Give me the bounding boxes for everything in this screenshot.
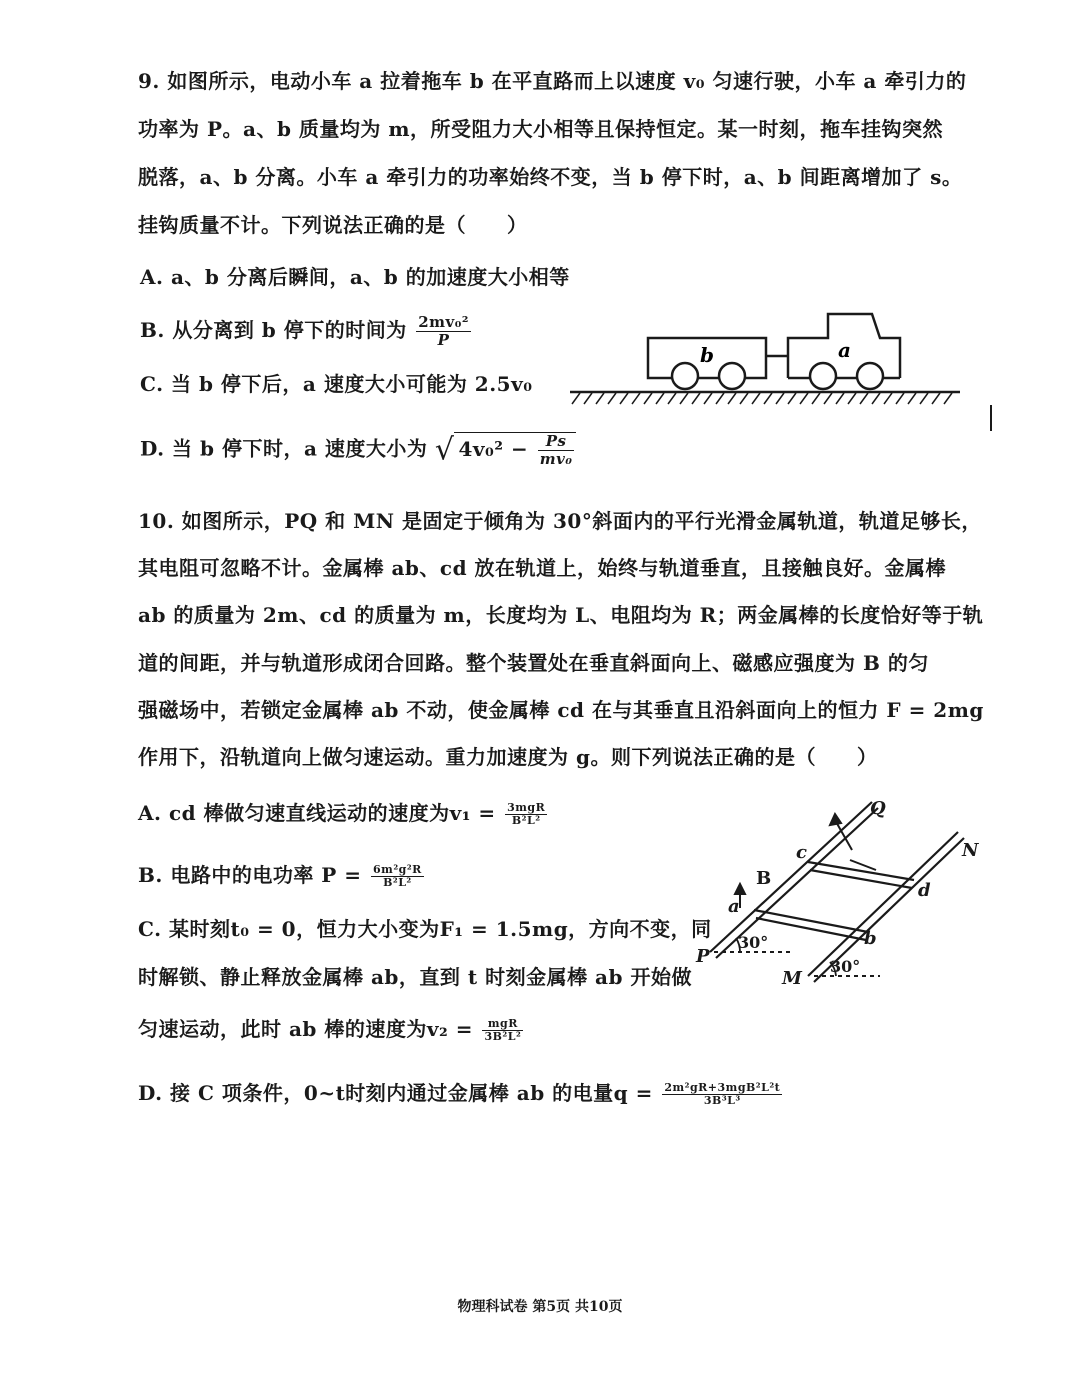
q10-option-b-denominator: B²L² <box>383 876 412 889</box>
q10-figure-label-a: a <box>728 896 740 917</box>
q10-figure-label-M: M <box>782 968 802 989</box>
q10-figure-label-d: d <box>918 880 931 901</box>
page-footer: 物理科试卷 第5页 共10页 <box>457 1299 623 1315</box>
q10-option-d-numerator: 2m²gR+3mgB²L²t <box>664 1081 781 1094</box>
q10-option-c-line-3 <box>138 1014 525 1044</box>
q10-figure-label-P: P <box>696 946 710 967</box>
q9-line-4: 挂钩质量不计。下列说法正确的是（ ） <box>138 213 528 237</box>
q9-option-d-text: D. 当 b 停下时，a 速度大小为 <box>140 436 428 461</box>
scan-edge-mark <box>990 405 992 431</box>
q10-option-a-numerator: 3mgR <box>507 801 546 814</box>
q9-option-b-denominator: P <box>437 331 450 349</box>
q9-figure-cars <box>560 300 1000 440</box>
q10-figure-angle-1: 30° <box>738 933 769 952</box>
q9-option-b-numerator: 2mv₀² <box>418 313 469 331</box>
q10-figure-label-N: N <box>962 840 979 861</box>
q9-figure-label-a: a <box>838 338 851 362</box>
q10-option-b-text: B. 电路中的电功率 P = <box>138 863 362 887</box>
q10-line-5: 强磁场中，若锁定金属棒 ab 不动，使金属棒 cd 在与其垂直且沿斜面向上的恒力 F = 2mg <box>138 698 984 722</box>
q10-option-d-fraction <box>662 1082 782 1107</box>
q10-option-c-line-2: 时解锁、静止释放金属棒 ab，直到 t 时刻金属棒 ab 开始做 <box>138 965 692 989</box>
q10-line-3: ab 的质量为 2m、cd 的质量为 m，长度均为 L、电阻均为 R；两金属棒的长度恰好等于轨 <box>138 603 984 627</box>
q10-option-c-text: 匀速运动，此时 ab 棒的速度为v₂ = <box>138 1017 473 1041</box>
q9-line-3: 脱落，a、b 分离。小车 a 牵引力的功率始终不变，当 b 停下时，a、b 间距离增加了 s。 <box>138 165 963 189</box>
q10-option-a-denominator: B²L² <box>511 814 541 827</box>
q9-line-1: 9. 如图所示，电动小车 a 拉着拖车 b 在平直路而上以速度 v₀ 匀速行驶，小车 a 牵引力的 <box>138 69 967 93</box>
q10-line-2: 其电阻可忽略不计。金属棒 ab、cd 放在轨道上，始终与轨道垂直，且接触良好。金属棒 <box>138 556 947 580</box>
q10-option-b-fraction <box>371 864 424 889</box>
q10-figure-angle-2: 30° <box>830 957 861 976</box>
q10-option-c-line-1: C. 某时刻t₀ = 0，恒力大小变为F₁ = 1.5mg，方向不变，同 <box>138 917 712 941</box>
q9-option-a: A. a、b 分离后瞬间，a、b 的加速度大小相等 <box>140 265 570 289</box>
q9-option-d <box>140 432 576 468</box>
q10-option-c-fraction <box>482 1018 523 1043</box>
q9-option-b <box>140 314 473 349</box>
q10-option-a <box>138 798 549 828</box>
q9-option-b-text: B. 从分离到 b 停下的时间为 <box>140 318 407 342</box>
q10-option-c-numerator: mgR <box>482 1018 523 1031</box>
q10-line-1: 10. 如图所示，PQ 和 MN 是固定于倾角为 30°斜面内的平行光滑金属轨道，轨道足够长， <box>138 509 982 533</box>
q9-option-d-numerator: Ps <box>538 433 575 451</box>
q9-figure-label-b: b <box>700 343 714 367</box>
q10-option-a-fraction <box>505 802 547 827</box>
q10-option-d <box>138 1078 784 1108</box>
q10-line-6: 作用下，沿轨道向上做匀速运动。重力加速度为 g。则下列说法正确的是（ ） <box>138 745 878 769</box>
q10-option-b-numerator: 6m²g²R <box>373 863 422 876</box>
q10-option-c-denominator: 3B²L² <box>484 1030 522 1043</box>
q10-option-b <box>138 860 426 890</box>
q10-line-4: 道的间距，并与轨道形成闭合回路。整个装置处在垂直斜面向上、磁感应强度为 B 的匀 <box>138 651 929 675</box>
q9-option-d-denominator: mv₀ <box>539 450 573 468</box>
q10-figure-label-Q: Q <box>870 798 886 819</box>
q10-figure-label-b: b <box>864 928 877 949</box>
q10-figure-label-c: c <box>796 842 807 863</box>
q9-option-b-fraction <box>416 314 471 349</box>
q9-option-c: C. 当 b 停下后，a 速度大小可能为 2.5v₀ <box>140 372 533 396</box>
q9-option-d-sqrt: √ 4v₀² − $\frac{Ps}{\text{mv₀}}$ <box>435 432 577 468</box>
q9-line-2: 功率为 P。a、b 质量均为 m，所受阻力大小相等且保持恒定。某一时刻，拖车挂钩突然 <box>138 117 944 141</box>
q10-option-a-text: A. cd 棒做匀速直线运动的速度为v₁ = <box>138 801 496 825</box>
q10-figure-label-B: B <box>756 868 772 889</box>
q10-figure-rails <box>690 790 990 995</box>
q10-option-d-text: D. 接 C 项条件，0~t时刻内通过金属棒 ab 的电量q = <box>138 1081 653 1105</box>
q10-option-d-denominator: 3B³L³ <box>703 1094 741 1107</box>
q9-option-d-radicand: 4v₀² − <box>458 437 529 461</box>
